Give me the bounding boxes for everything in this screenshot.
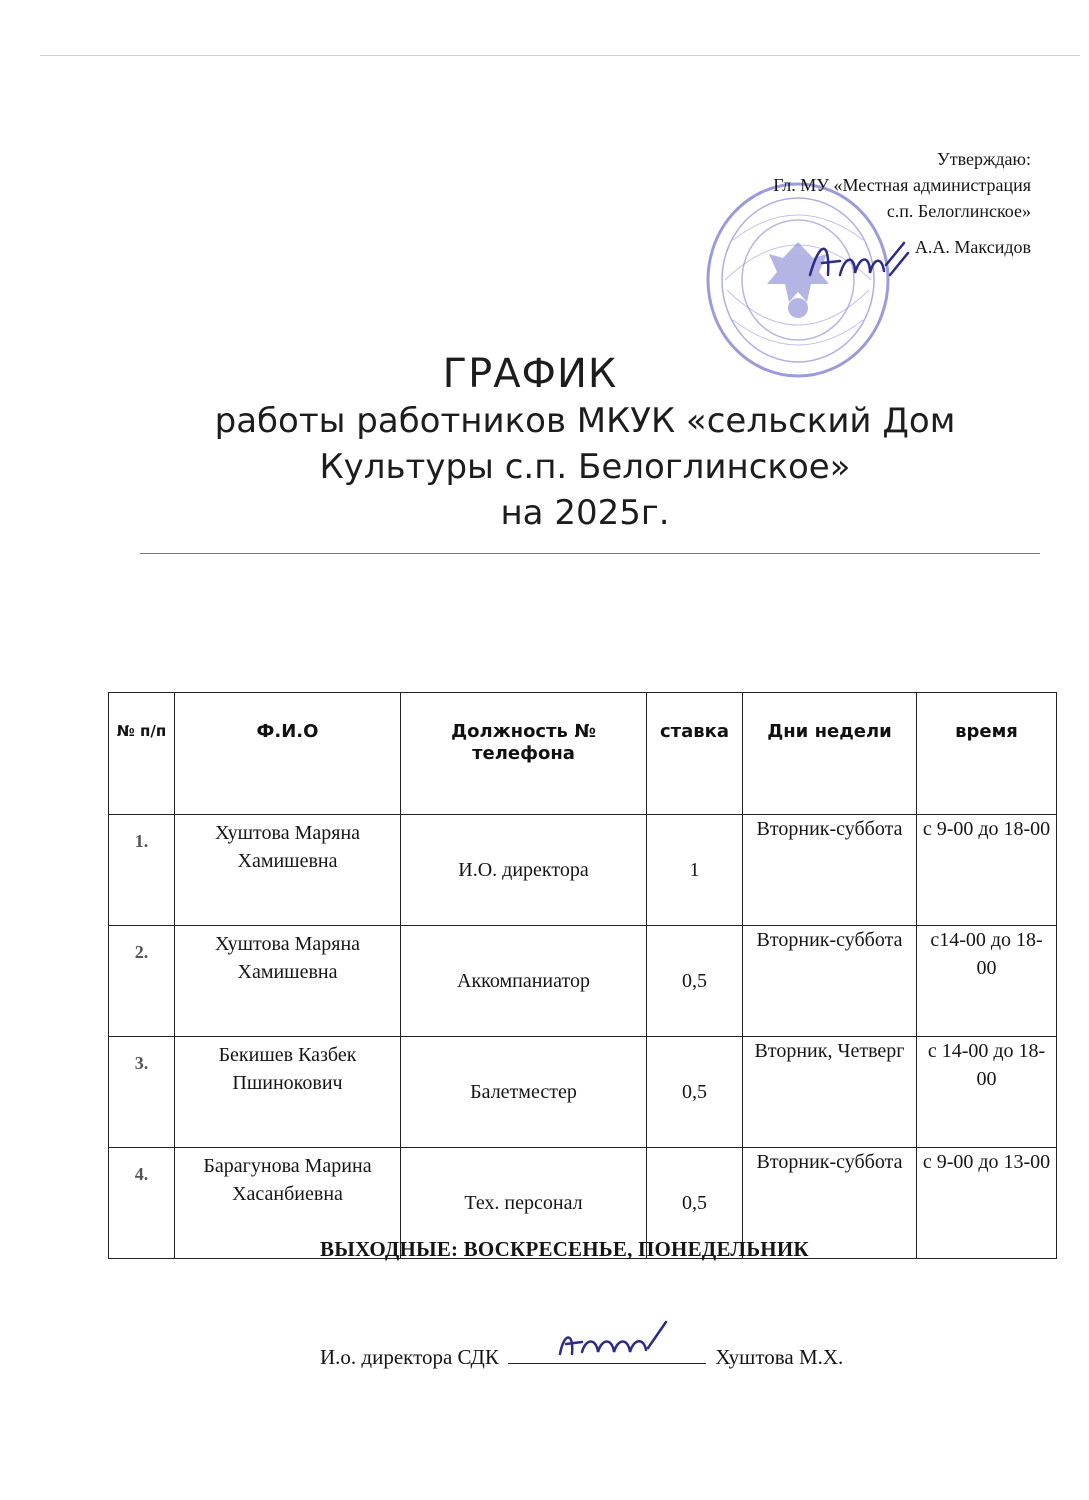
row-time: с 14-00 до 18-00 xyxy=(917,1037,1057,1148)
row-rate: 0,5 xyxy=(647,926,743,1037)
table-row xyxy=(109,1037,1057,1148)
title-line-3: Культуры с.п. Белоглинское» xyxy=(319,447,851,487)
approval-line-3: с.п. Белоглинское» xyxy=(886,201,1031,221)
row-rate: 1 xyxy=(647,815,743,926)
row-number: 3. xyxy=(109,1037,175,1148)
footer-name: Хуштова М.Х. xyxy=(715,1345,844,1369)
schedule-table xyxy=(108,692,1057,1259)
row-position: Балетместер xyxy=(401,1037,647,1148)
row-rate: 0,5 xyxy=(647,1148,743,1259)
approval-name: А.А. Максидов xyxy=(914,237,1031,257)
row-number: 4. xyxy=(109,1148,175,1259)
table-row xyxy=(109,926,1057,1037)
days-off-note: ВЫХОДНЫЕ: ВОСКРЕСЕНЬЕ, ПОНЕДЕЛЬНИК xyxy=(320,1237,809,1261)
row-fio: Бекишев Казбек Пшинокович xyxy=(175,1037,401,1148)
row-number: 2. xyxy=(109,926,175,1037)
row-days: Вторник-суббота xyxy=(743,926,917,1037)
row-time: с 9-00 до 13-00 xyxy=(917,1148,1057,1259)
title-main: ГРАФИК xyxy=(442,351,618,397)
footer-role: И.о. директора СДК xyxy=(320,1345,499,1369)
title-line-4: на 2025г. xyxy=(500,493,670,533)
header-time: время xyxy=(917,693,1057,815)
row-position: Аккомпаниатор xyxy=(401,926,647,1037)
footer-signature-line xyxy=(320,1345,843,1370)
row-time: с14-00 до 18-00 xyxy=(917,926,1057,1037)
row-days: Вторник-суббота xyxy=(743,1148,917,1259)
header-fio: Ф.И.О xyxy=(175,693,401,815)
header-number: № п/п xyxy=(109,693,175,815)
row-fio: Барагунова Марина Хасанбиевна xyxy=(175,1148,401,1259)
table-row xyxy=(109,815,1057,926)
document-title xyxy=(120,350,1050,536)
row-days: Вторник, Четверг xyxy=(743,1037,917,1148)
row-time: с 9-00 до 18-00 xyxy=(917,815,1057,926)
title-line-2: работы работников МКУК «сельский Дом xyxy=(214,401,956,441)
row-days: Вторник-суббота xyxy=(743,815,917,926)
row-fio: Хуштова Маряна Хамишевна xyxy=(175,926,401,1037)
row-fio: Хуштова Маряна Хамишевна xyxy=(175,815,401,926)
header-position: Должность № телефона xyxy=(401,693,647,815)
row-rate: 0,5 xyxy=(647,1037,743,1148)
table-header-row xyxy=(109,693,1057,815)
header-rate: ставка xyxy=(647,693,743,815)
scan-edge-line xyxy=(40,55,1080,56)
header-days: Дни недели xyxy=(743,693,917,815)
approval-block xyxy=(711,146,1031,260)
row-position: И.О. директора xyxy=(401,815,647,926)
row-position: Тех. персонал xyxy=(401,1148,647,1259)
row-number: 1. xyxy=(109,815,175,926)
title-divider xyxy=(140,553,1040,554)
approval-line-2: Гл. МУ «Местная администрация xyxy=(773,175,1031,195)
approval-line-1: Утверждаю: xyxy=(936,149,1031,169)
signature-underline xyxy=(508,1345,706,1364)
